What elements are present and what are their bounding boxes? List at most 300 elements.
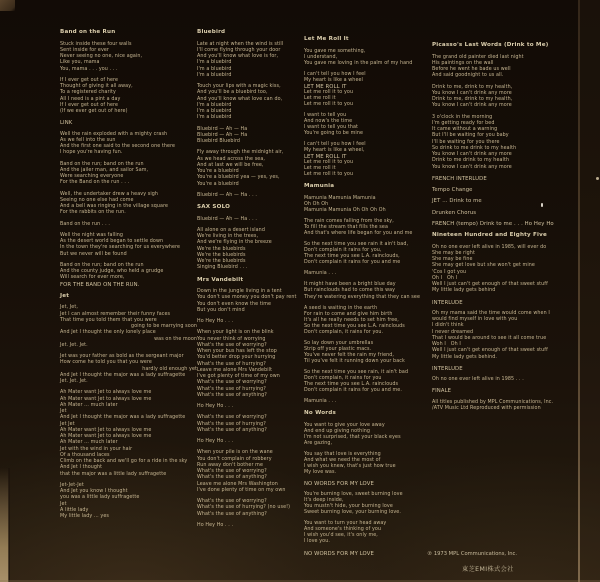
lyric-line: What's the use of worrying? xyxy=(197,342,267,348)
stanza xyxy=(60,233,197,258)
lyric-line: All titles published by MPL Communications, Inc. xyxy=(432,399,554,405)
lyric-line: you was a little lady suffragette xyxy=(60,495,140,501)
lyric-line: Touch your lips with a magic kiss, xyxy=(197,84,281,89)
lyric-line: As we fell into the sun xyxy=(60,137,116,143)
lyric-line: Ho Hey Ho . . . xyxy=(197,522,234,528)
lyric-line: Bluebird — Ah — Ha . . . xyxy=(197,216,258,222)
stanza xyxy=(304,271,414,277)
stanza xyxy=(432,187,553,193)
lyric-line: We're the bluebirds xyxy=(197,252,246,258)
lyric-line: And Jet I thought xyxy=(60,465,103,471)
lyric-line: And someone's thinking of you xyxy=(304,527,382,533)
stanza xyxy=(432,245,553,295)
lyric-line: You're burning love, sweet burning love xyxy=(304,492,403,498)
lyric-line: As the desert world began to settle down xyxy=(60,239,164,244)
lyric-line: Oh no one ever left alive in 1985, will ever do xyxy=(432,244,547,250)
lyric-line: Don't complain it rains for you, xyxy=(304,248,382,254)
lyric-line: And Jet I thought the major was a lady suffragette xyxy=(60,372,186,378)
lyric-line: Let me roll it to you xyxy=(304,101,354,107)
stanza xyxy=(304,551,414,557)
lyric-line: Drink to me drink to my health xyxy=(432,158,510,164)
lyric-line: You don't complain of robbery xyxy=(197,456,272,462)
lyric-line: You'd better drop your hurrying xyxy=(197,355,276,361)
lyric-line: So lay down your umbrellas xyxy=(304,340,374,346)
lyric-line: Bluebird — Ah — Ha xyxy=(197,126,248,132)
lyric-line: How come he told you that you were xyxy=(60,360,152,366)
lyric-line: I love you. xyxy=(304,539,330,545)
song-title: Picasso's Last Words (Drink to Me) xyxy=(432,42,549,48)
lyric-line: Ah Mater want Jet to always love me xyxy=(60,396,152,402)
lyric-line: Drunken Chorus xyxy=(432,209,477,216)
lyric-line: And Jet I thought the major was a lady suffragette xyxy=(60,415,186,421)
lyric-line: You want to turn your head away xyxy=(304,521,387,527)
lyric-line: And we're flying in the breeze xyxy=(197,240,272,246)
lyric-line: 3 o'clock in the morning xyxy=(432,114,493,120)
song-title: Bluebird xyxy=(197,29,226,35)
lyric-line: I wish you knew, that's just how true xyxy=(304,463,396,469)
lyric-line: The rain comes falling from the sky, xyxy=(304,219,394,225)
lyric-line: You know I can't drink any more xyxy=(432,90,512,96)
lyric-line: Ah Mater ... much later xyxy=(60,402,118,408)
lyrics-column-2 xyxy=(197,29,298,534)
sleeve-fold-shade xyxy=(580,0,600,582)
stanza xyxy=(432,377,553,383)
lyric-line: Will search for ever more, xyxy=(60,275,125,281)
lyric-line: They're watering everything that they can see xyxy=(304,294,420,300)
lyric-line: Well I just can't get enough of that sweet stuff xyxy=(432,348,548,354)
lyric-line: You don't use money you don't pay rent xyxy=(197,295,297,301)
lyric-line: And you'll be a bluebird too, xyxy=(197,90,268,96)
lyric-line: was on the moon xyxy=(154,336,197,342)
lyric-line: All I need is a pint a day xyxy=(60,96,121,102)
lyric-line: As we head across the sea, xyxy=(197,156,266,162)
lyric-line: What's the use of worrying? xyxy=(197,499,267,504)
stanza xyxy=(60,354,197,385)
lyric-line: Late at night when the wind is still xyxy=(197,41,284,47)
lyric-line: Let me roll it to you xyxy=(304,89,354,95)
stanza xyxy=(197,523,298,529)
lyric-line: /ATV Music Ltd Reproduced with permission xyxy=(432,405,541,411)
lyrics-column-4 xyxy=(432,42,553,417)
lyric-line: His paintings on the wall xyxy=(432,60,494,66)
stanza xyxy=(304,49,414,67)
lyric-line: Band on the run; band on the run xyxy=(60,262,144,268)
lyric-line: Jet. Jet. Jet. xyxy=(60,342,88,348)
lyric-line: Run away don't bother me xyxy=(197,462,264,468)
lyric-line: I'll be waiting for you there xyxy=(432,139,500,145)
lyric-line: Singing Bluebird . . . xyxy=(197,265,248,271)
sleeve-fold-line xyxy=(578,0,580,582)
lyric-line: Are gazing, xyxy=(304,440,333,446)
stanza xyxy=(432,388,553,394)
lyric-line: My little lady gets behind. xyxy=(432,354,497,360)
lyric-line: Mamunia . . . xyxy=(304,271,337,277)
lyric-line: You know I can't drink any more xyxy=(432,164,512,170)
lyric-line: A little lady xyxy=(60,507,89,513)
lyric-line: hardly old enough yet xyxy=(142,366,197,372)
lyric-line: Bluebird Bluebird xyxy=(197,139,241,144)
lyric-line: And a bell was ringing in the village square xyxy=(60,204,169,209)
lyric-line: My little lady ... yes xyxy=(60,514,110,519)
lyric-line: You've never felt the rain my friend, xyxy=(304,352,395,358)
lyric-line: And said goodnight to us all. xyxy=(432,73,504,79)
lyric-line: You're a bluebird yea — yes, yes, xyxy=(197,175,280,181)
lyric-line: She may be fine xyxy=(432,257,473,262)
paper-edge-left xyxy=(0,468,9,582)
stanza xyxy=(197,330,298,399)
stanza xyxy=(197,228,298,272)
lyric-line: FOR THE BAND ON THE RUN. xyxy=(60,281,140,288)
lyric-line: JET ... Drink to me xyxy=(432,198,482,205)
stanza xyxy=(432,400,553,413)
stanza xyxy=(197,404,298,410)
stanza xyxy=(304,492,414,516)
lyric-line: I've got plenty of time of my own xyxy=(197,374,280,379)
lyric-line: And the first one said to the second one there xyxy=(60,144,176,149)
lyric-line: I'll come flying through your door xyxy=(197,47,281,53)
lyric-line: So the next time you see rain, it ain't bad xyxy=(304,369,409,375)
lyric-line: I'm a bluebird xyxy=(197,66,232,72)
stanza xyxy=(432,198,553,204)
lyric-line: NO WORDS FOR MY LOVE xyxy=(304,550,374,557)
lyric-line: Jet, Jet, xyxy=(60,305,78,311)
stanza xyxy=(432,311,553,361)
lyric-line: So drink to me drink to my health xyxy=(432,145,517,151)
lyric-line: Band on the run . . . xyxy=(60,221,111,227)
lyric-line: Thought of giving it all away, xyxy=(60,84,133,89)
stanza xyxy=(304,219,414,237)
stanza xyxy=(304,306,414,336)
lyric-line: NO WORDS FOR MY LOVE xyxy=(304,481,374,488)
dust-speck xyxy=(596,177,599,180)
paper-corner-top-left xyxy=(0,0,15,11)
lyric-line: Like you, mama xyxy=(60,60,100,66)
lyric-line: FRENCH (tempo) Drink to me . . . Ho Hey Ho xyxy=(432,220,554,227)
stanza xyxy=(197,150,298,188)
lyrics-column-3 xyxy=(304,36,420,562)
lyric-line: Til you've felt it running down your back xyxy=(304,358,405,364)
stanza xyxy=(197,84,298,122)
lyric-line: Sweet burning love, your burning love. xyxy=(304,510,401,516)
lyric-line: It's deep inside, xyxy=(304,498,344,504)
lyric-line: You're a bluebird xyxy=(197,169,239,174)
lyric-line: Seeing no one else had come xyxy=(60,197,134,203)
lyric-line: To fill the stream that fills the sea xyxy=(304,225,388,231)
lyric-line: Drink to me, drink to my health, xyxy=(432,84,513,90)
lyrics-column-1 xyxy=(60,29,197,525)
lyric-line: I didn't think xyxy=(432,323,464,329)
lyric-line: When your light is on the blink xyxy=(197,330,274,336)
lyric-line: Well the night was falling xyxy=(60,232,124,238)
lyric-line: My love was. xyxy=(304,470,337,476)
lyric-line: What's the use of worrying? xyxy=(197,415,267,421)
lyric-line: Woh I Oh I xyxy=(432,342,461,347)
stanza xyxy=(60,42,197,73)
lyric-line: Jet xyxy=(60,409,67,414)
lyric-line: But I'll be waiting for you baby xyxy=(432,133,509,139)
lyric-line: Stuck inside these four walls xyxy=(60,41,132,47)
lyric-line: I wish you'd see, it's only me, xyxy=(304,533,378,539)
stanza xyxy=(304,370,414,394)
lyric-line: I understand, xyxy=(304,54,338,60)
lyric-line: Let me roll it xyxy=(304,166,336,172)
stanza xyxy=(304,282,420,300)
lyric-line: So the next time you see rain it ain't bad, xyxy=(304,242,409,248)
lyric-line: I never dreamed xyxy=(432,329,474,335)
stanza xyxy=(432,55,553,80)
lyric-line: Ah Mater want Jet to always love me xyxy=(60,434,152,439)
lyric-line: FRENCH INTERLUDE xyxy=(432,175,487,182)
stanza xyxy=(432,85,553,110)
lyric-line: Jet xyxy=(60,501,67,507)
stanza xyxy=(304,196,414,214)
song-title: Nineteen Hundred and Eighty Five xyxy=(432,232,548,238)
stanza xyxy=(304,113,414,137)
lyric-line: I'm not surprised, that your black eyes xyxy=(304,434,401,440)
lyric-line: You gave me loving in the palm of my hand xyxy=(304,60,413,66)
stanza xyxy=(60,78,197,116)
lyric-line: Oh my mama said the time would come when I xyxy=(432,310,550,316)
stanza xyxy=(197,415,298,434)
lyric-line: The next time you see L.A. rainclouds, xyxy=(304,254,400,260)
stanza xyxy=(60,222,197,228)
lyric-line: You gave me something, xyxy=(304,48,366,54)
stanza xyxy=(432,221,553,227)
lyric-line: For the Band on the run . . . xyxy=(60,180,130,186)
lyric-line: Were searching everyone xyxy=(60,174,124,179)
lyric-line: What's the use of anything? xyxy=(197,511,267,517)
lyric-line: INTERLUDE xyxy=(432,365,463,372)
lyric-line: So the next time you see L.A. rainclouds xyxy=(304,323,405,329)
lyric-line: Ho Hey Ho . . . xyxy=(197,319,234,324)
lyric-line: Don't complain, it rains for you xyxy=(304,376,382,382)
lyric-line: Oh Oh Oh xyxy=(304,201,329,207)
lyric-line: I want to tell you that xyxy=(304,125,358,131)
song-title: No Words xyxy=(304,410,336,417)
lyric-line: But you don't mind xyxy=(197,307,245,313)
lyric-line: For the rabbits on the run. xyxy=(60,210,126,216)
lyric-line: (If we ever get out of here) xyxy=(60,109,128,114)
stanza xyxy=(432,210,553,216)
lyric-line: Oh I Oh I xyxy=(432,275,458,281)
stanza xyxy=(304,341,414,365)
lyric-line: That I would be around to see it all come true xyxy=(432,335,547,341)
lyric-line: Before he went he bade us well xyxy=(432,67,511,72)
lyric-line: If I ever get out of here xyxy=(60,102,119,108)
lyric-line: What's the use of hurrying? xyxy=(197,361,266,367)
lyric-line: And that's where life began for you and me xyxy=(304,231,413,237)
lyric-line: Ah Mater ... much later xyxy=(60,440,118,446)
lyric-line: I'm a bluebird xyxy=(197,60,232,66)
lyric-line: In the town they're searching for us everywhere xyxy=(60,245,181,251)
stanza xyxy=(60,305,197,349)
lyric-line: Of a thousand laces xyxy=(60,452,110,458)
lyric-line: I can't tell you how I feel xyxy=(304,71,366,77)
lyric-line: Down in the jungle living in a tent xyxy=(197,289,282,294)
lyric-line: Ah Mater want Jet to always love me xyxy=(60,390,152,396)
lyric-line: What's the use of worrying? xyxy=(197,469,267,474)
lyric-line: And Jet I thought the only lonely place xyxy=(60,330,156,336)
lyric-line: Strip off your plastic macs. xyxy=(304,346,372,352)
lyric-line: Don't complain it rains for you and me xyxy=(304,260,401,266)
lyric-line: Well, the undertaker drew a heavy sigh xyxy=(60,191,159,197)
lyric-line: She may get love but she won't get mine xyxy=(432,263,535,269)
stanza xyxy=(197,439,298,445)
lyric-line: If I ever get out of here xyxy=(60,77,119,83)
lyric-line: Never seeing no one, nice again, xyxy=(60,54,143,59)
lyric-line: What's the use of anything? xyxy=(197,475,267,481)
lyric-line: You know I can't drink any more xyxy=(432,152,512,157)
lyric-line: To a registered charity xyxy=(60,90,116,96)
lyric-line: When your pile is on the wane xyxy=(197,450,273,456)
lyric-line: And end up giving nothing xyxy=(304,428,371,434)
lyric-line: And what we need the most of xyxy=(304,457,381,463)
stanza xyxy=(304,423,414,447)
lyric-line: LINK xyxy=(60,120,73,127)
lyric-line: The next time you see L.A. rainclouds xyxy=(304,382,399,388)
song-title: Let Me Roll It xyxy=(304,36,349,42)
lyric-line: I want to tell you xyxy=(304,112,347,118)
lyric-line: Leave me alone Mrs Vandebilt xyxy=(197,367,273,373)
lyric-line: And Jet you know I thought xyxy=(60,489,128,494)
lyric-line: Ho Hey Ho . . . xyxy=(197,404,234,409)
lyric-line: I'm a bluebird xyxy=(197,115,232,121)
stanza xyxy=(304,481,414,487)
stanza xyxy=(304,452,414,476)
copyright-line: ℗ 1973 MPL Communications, Inc. xyxy=(427,551,518,557)
lyric-line: Jet was your father as bold as the sergeant major xyxy=(60,354,184,359)
lyric-line: And the jailer man, and sailor Sam, xyxy=(60,167,149,173)
lyric-line: Climb on the back and we'll go for a ride in the sky xyxy=(60,459,188,464)
song-title: Band on the Run xyxy=(60,29,116,35)
lyric-line: And you'll know what love is for, xyxy=(197,54,279,59)
lyric-line: Don't complain it rains for you and me. xyxy=(304,388,402,394)
song-title: SAX SOLO xyxy=(197,204,231,210)
song-title: Mamunia xyxy=(304,183,335,190)
lyric-line: Jet. Jet. Jet. xyxy=(60,379,88,384)
lyric-line: What's the use of anything? xyxy=(197,392,267,398)
lyric-line: But we never will be found xyxy=(60,251,127,257)
lyric-line: 'Cos I got you xyxy=(432,269,467,275)
lyric-line: She may be right xyxy=(432,250,475,256)
lyric-line: Fly away through the midnight air, xyxy=(197,150,284,156)
lyric-line: Ah Mater want Jet to always love me xyxy=(60,427,152,433)
stanza xyxy=(197,127,298,146)
lyric-line: My heart is like a wheel, xyxy=(304,148,365,154)
lyric-line: You don't even know the time xyxy=(197,301,272,307)
lyric-line: You mustn't hide, your burning love xyxy=(304,504,393,510)
stanza xyxy=(197,450,298,494)
stanza xyxy=(60,263,197,288)
lyric-line: You say that love is everything xyxy=(304,451,381,457)
lyric-line: It came without a warning xyxy=(432,127,498,132)
lyric-line: Ho Hey Ho . . . xyxy=(197,439,234,444)
lyric-line: We're living in the trees, xyxy=(197,234,259,239)
lyric-line: It's all he really needs to set him free, xyxy=(304,317,399,323)
lyric-line: But rainclouds had to come this way xyxy=(304,288,396,294)
lyric-line: Jet with the wind in your hair xyxy=(60,446,133,452)
lyric-line: And at last we will be free, xyxy=(197,162,264,168)
lyric-line: I'm getting ready for bed xyxy=(432,120,495,126)
stanza xyxy=(432,366,553,372)
stanza xyxy=(304,521,414,545)
lyric-line: What's the use of anything? xyxy=(197,427,267,433)
stanza xyxy=(304,242,414,266)
stanza xyxy=(432,176,553,182)
lyric-line: Bluebird — Ah — Ha . . . xyxy=(197,192,258,198)
lyric-line: Jet I can almost remember their funny faces xyxy=(60,311,171,317)
lyric-line: Sent inside for ever xyxy=(60,47,110,53)
lyric-line: Well I just can't get enough of that sweet stuff xyxy=(432,282,548,287)
lyric-line: You know I can't drink any more xyxy=(432,103,512,109)
lyric-line: Band on the run; band on the run xyxy=(60,161,144,167)
lyric-line: For rain to come and give him birth xyxy=(304,311,393,317)
lyric-line: And the county judge, who held a grudge xyxy=(60,269,164,274)
lyric-line: Let me roll it to you xyxy=(304,160,354,166)
lyric-line: That time you told them that you were xyxy=(60,317,157,323)
stanza xyxy=(60,483,197,521)
lyric-line: You want to give your love away xyxy=(304,422,385,428)
lyric-line: You, mama . . . you . . . xyxy=(60,66,118,72)
lyric-line: LET ME ROLL IT xyxy=(304,154,347,161)
stanza xyxy=(197,289,298,314)
lyric-line: It might have been a bright blue day xyxy=(304,282,396,288)
lyric-line: Oh no one ever left alive in 1985 . . . xyxy=(432,377,524,382)
lyric-line: My little lady gets behind xyxy=(432,288,496,294)
lyric-line: What's the use of hurrying? xyxy=(197,421,266,427)
stanza xyxy=(432,300,553,306)
stanza xyxy=(197,217,298,223)
lyric-line: going to be marrying soon xyxy=(131,324,197,329)
lyric-line: Let me roll it to you xyxy=(304,172,354,178)
lyric-line: Leave me alone Mrs Washington xyxy=(197,481,278,487)
lyric-line: Don't complain, it rains for you. xyxy=(304,329,384,335)
lyric-line: I'm a bluebird xyxy=(197,109,232,114)
stanza xyxy=(60,132,197,157)
lyric-line: You're going to be mine xyxy=(304,131,364,137)
stanza xyxy=(197,499,298,518)
lyric-line: Mamunia . . . xyxy=(304,399,337,405)
lyric-line: You're a bluebird xyxy=(197,181,239,187)
stanza xyxy=(197,193,298,199)
lyric-line: would find myself in love with you xyxy=(432,317,518,322)
lyric-line: And now's the time xyxy=(304,118,353,124)
lyric-line: You never think of worrying xyxy=(197,336,266,342)
lyric-line: Drink to me, drink to my health, xyxy=(432,97,513,102)
lyric-line: We're the bluebirds xyxy=(197,259,246,264)
lyric-line: Bluebird — Ah — Ha xyxy=(197,132,248,138)
record-company-line: 東芝EMI株式会社 xyxy=(462,566,514,573)
lyric-line: We're the bluebirds xyxy=(197,246,246,252)
stanza xyxy=(304,399,414,405)
lyric-line: Let me roll it xyxy=(304,95,336,101)
lyric-line: I've done plenty of time on my own xyxy=(197,487,286,493)
lyric-line: I'm a bluebird xyxy=(197,72,232,78)
lyric-line: Mamunia Mamunia Oh Oh Oh Oh xyxy=(304,207,386,213)
lyric-line: Well the rain exploded with a mighty crash xyxy=(60,131,168,137)
stanza xyxy=(60,162,197,187)
stanza xyxy=(60,390,197,478)
lyric-line: FINALE xyxy=(432,388,452,395)
lyric-line: What's the use of hurrying? (no use!) xyxy=(197,505,291,511)
stanza xyxy=(432,115,553,171)
lyric-line: INTERLUDE xyxy=(432,299,463,306)
lyric-line: A seed is waiting in the earth xyxy=(304,305,378,311)
song-title: Mrs Vandebilt xyxy=(197,276,244,283)
stanza xyxy=(60,192,197,217)
song-title: Jet xyxy=(60,292,70,299)
lyric-line: The grand old painter died last night xyxy=(432,54,524,60)
